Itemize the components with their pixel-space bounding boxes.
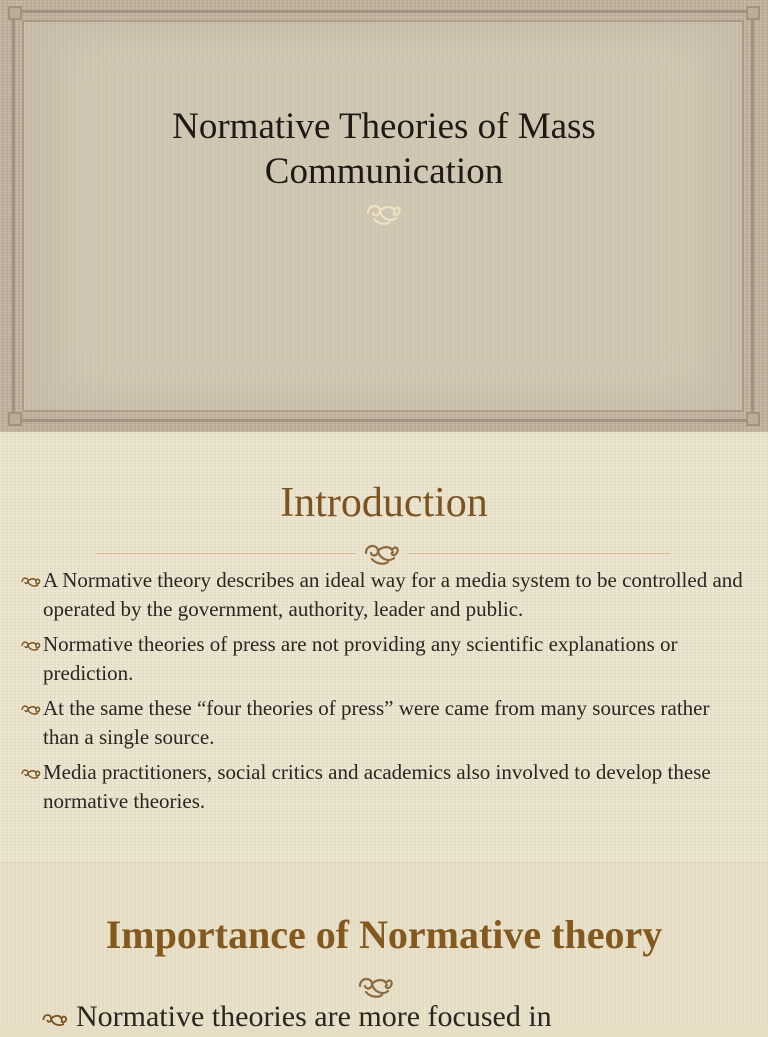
bullet-text: At the same these “four theories of press” were came from many sources rather than a single source.: [43, 696, 710, 749]
list-item: [20, 694, 750, 752]
list-item: [20, 630, 750, 688]
frame-corner: [746, 6, 760, 20]
list-item: [20, 758, 750, 816]
list-item: [38, 997, 768, 1037]
title-slide: [0, 0, 768, 432]
bullet-text: Media practitioners, social critics and academics also involved to develop these normative theories.: [43, 760, 711, 813]
scroll-bullet-icon: [20, 639, 42, 653]
slide-heading: Importance of Normative theory: [105, 912, 663, 957]
bullet-text: A Normative theory describes an ideal way for a media system to be controlled and operated by the government, authority, leader and public.: [43, 568, 743, 621]
scroll-bullet-icon: [20, 703, 42, 717]
slide-title: [84, 104, 684, 194]
divider-rule: [408, 553, 670, 554]
importance-slide: [0, 862, 768, 1033]
scroll-ornament-icon: [362, 538, 402, 568]
frame-corner: [746, 412, 760, 426]
bullet-text: Normative theories are more focused in: [76, 1000, 552, 1033]
scroll-bullet-icon: [20, 767, 42, 781]
divider-rule: [96, 553, 356, 554]
bullet-text: Normative theories of press are not providing any scientific explanations or prediction.: [43, 632, 678, 685]
scroll-ornament-icon: [364, 198, 404, 228]
bullet-list: [20, 566, 750, 822]
slide-title-line1: Normative Theories of Mass: [172, 106, 596, 147]
scroll-bullet-icon: [20, 575, 42, 589]
slide-title-line2: Communication: [264, 151, 504, 192]
introduction-slide: [0, 432, 768, 862]
frame-corner: [8, 412, 22, 426]
frame-corner: [8, 6, 22, 20]
scroll-bullet-icon: [38, 1011, 72, 1029]
list-item: [20, 566, 750, 624]
slide-heading: Introduction: [280, 480, 488, 526]
